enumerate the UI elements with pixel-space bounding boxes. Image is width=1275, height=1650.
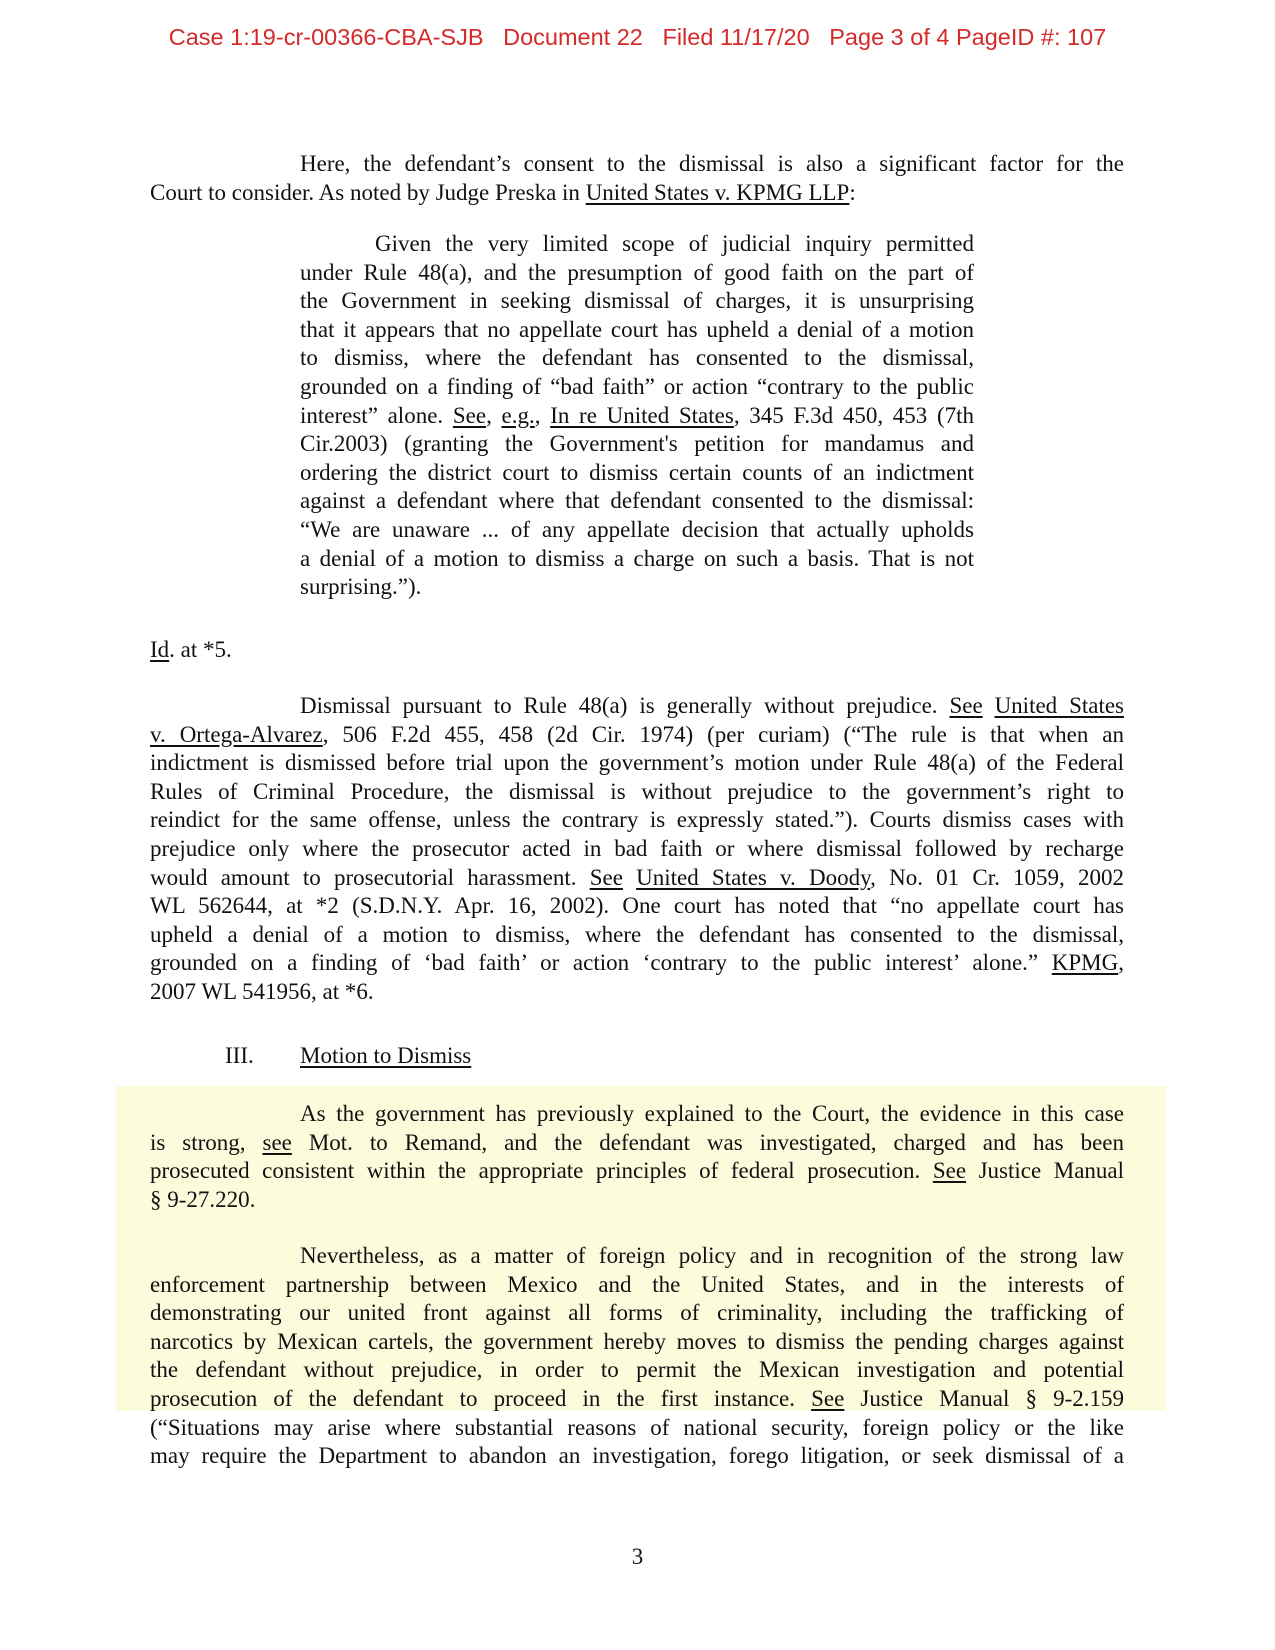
case-citation: In re United States <box>550 402 734 428</box>
section-number: III. <box>225 1043 254 1068</box>
text-line: against a defendant where that defendant consented to the dismissal: <box>300 488 974 514</box>
text-line: prejudice only where the prosecutor acted in bad faith or where dismissal followed by recharge <box>150 835 1124 861</box>
case-citation: v. Ortega-Alvarez <box>150 721 323 747</box>
text-line: to dismiss, where the defendant has consented to the dismissal, <box>300 345 974 371</box>
text-line: 2007 WL 541956, at *6. <box>150 978 374 1004</box>
text-line: a denial of a motion to dismiss a charge on such a basis. That is not <box>300 545 974 571</box>
text-line: narcotics by Mexican cartels, the government hereby moves to dismiss the pending charges against <box>150 1328 1124 1354</box>
case-header: Case 1:19-cr-00366-CBA-SJB Document 22 Filed 11/17/20 Page 3 of 4 PageID #: 107 <box>168 24 1107 50</box>
id-citation: Id. at *5. <box>150 637 232 662</box>
text-line: upheld a denial of a motion to dismiss, where the defendant has consented to the dismissal, <box>150 921 1124 947</box>
paragraph-consent <box>150 150 1124 207</box>
text-line: that it appears that no appellate court has upheld a denial of a motion <box>300 316 974 342</box>
paragraph-foreign-policy <box>150 1242 1124 1471</box>
text-line: Dismissal pursuant to Rule 48(a) is generally without prejudice. See United States <box>300 693 1125 718</box>
section-title: Motion to Dismiss <box>300 1043 472 1068</box>
case-citation: United States <box>994 693 1125 718</box>
text-line: Nevertheless, as a matter of foreign policy and in recognition of the strong law <box>300 1243 1124 1268</box>
paragraph-without-prejudice <box>150 692 1124 1007</box>
text-line: Rules of Criminal Procedure, the dismissal is without prejudice to the government’s right to <box>150 778 1124 804</box>
text-line: Cir.2003) (granting the Government's petition for mandamus and <box>300 431 974 457</box>
paragraph-evidence <box>150 1100 1124 1214</box>
text-line: would amount to prosecutorial harassment. See United States v. Doody, No. 01 Cr. 1059, 2002 <box>150 864 1124 890</box>
page-number: 3 <box>631 1544 644 1569</box>
text-line: prosecution of the defendant to proceed in the first instance. See Justice Manual § 9-2.159 <box>150 1385 1125 1411</box>
text-line: under Rule 48(a), and the presumption of good faith on the part of <box>300 259 974 285</box>
text-line: Here, the defendant’s consent to the dismissal is also a significant factor for the <box>300 151 1124 176</box>
text-line: “We are unaware ... of any appellate decision that actually upholds <box>300 516 974 542</box>
text-line: (“Situations may arise where substantial reasons of national security, foreign policy or the like <box>150 1414 1124 1440</box>
text-line: the defendant without prejudice, in order to permit the Mexican investigation and potential <box>150 1357 1124 1383</box>
text-line: prosecuted consistent within the appropriate principles of federal prosecution. See Justice Manual <box>150 1158 1125 1184</box>
text-line: As the government has previously explained to the Court, the evidence in this case <box>300 1101 1124 1126</box>
case-citation: United States v. KPMG LLP <box>585 179 850 205</box>
text-line: v. Ortega-Alvarez, 506 F.2d 455, 458 (2d Cir. 1974) (per curiam) (“The rule is that when an <box>150 721 1124 747</box>
text-line: surprising.”). <box>300 574 422 600</box>
text-line: ordering the district court to dismiss certain counts of an indictment <box>300 459 974 485</box>
text-line: reindict for the same offense, unless the contrary is expressly stated.”). Courts dismiss cases with <box>150 807 1124 833</box>
case-citation: KPMG <box>1051 950 1119 976</box>
text-line: may require the Department to abandon an investigation, forego litigation, or seek dismissal of a <box>150 1443 1124 1469</box>
text-line: grounded on a finding of ‘bad faith’ or action ‘contrary to the public interest’ alone.” KPMG, <box>150 950 1124 976</box>
text-line: the Government in seeking dismissal of charges, it is unsurprising <box>300 288 974 314</box>
text-line: interest” alone. See, e.g., In re United States, 345 F.3d 450, 453 (7th <box>300 402 975 428</box>
text-line: demonstrating our united front against all forms of criminality, including the trafficking of <box>150 1300 1124 1326</box>
block-quote <box>300 230 974 602</box>
text-line: enforcement partnership between Mexico and the United States, and in the interests of <box>150 1271 1124 1297</box>
text-line: indictment is dismissed before trial upon the government’s motion under Rule 48(a) of the Federal <box>150 750 1124 776</box>
text-line: § 9-27.220. <box>150 1186 256 1212</box>
text-line: is strong, see Mot. to Remand, and the defendant was investigated, charged and has been <box>150 1129 1124 1155</box>
text-line: Given the very limited scope of judicial inquiry permitted <box>375 231 974 256</box>
text-line: grounded on a finding of “bad faith” or action “contrary to the public <box>300 373 974 399</box>
text-line: WL 562644, at *2 (S.D.N.Y. Apr. 16, 2002). One court has noted that “no appellate court has <box>150 893 1124 919</box>
case-citation: United States v. Doody <box>636 864 871 890</box>
text-line: Court to consider. As noted by Judge Preska in United States v. KPMG LLP: <box>150 179 856 205</box>
